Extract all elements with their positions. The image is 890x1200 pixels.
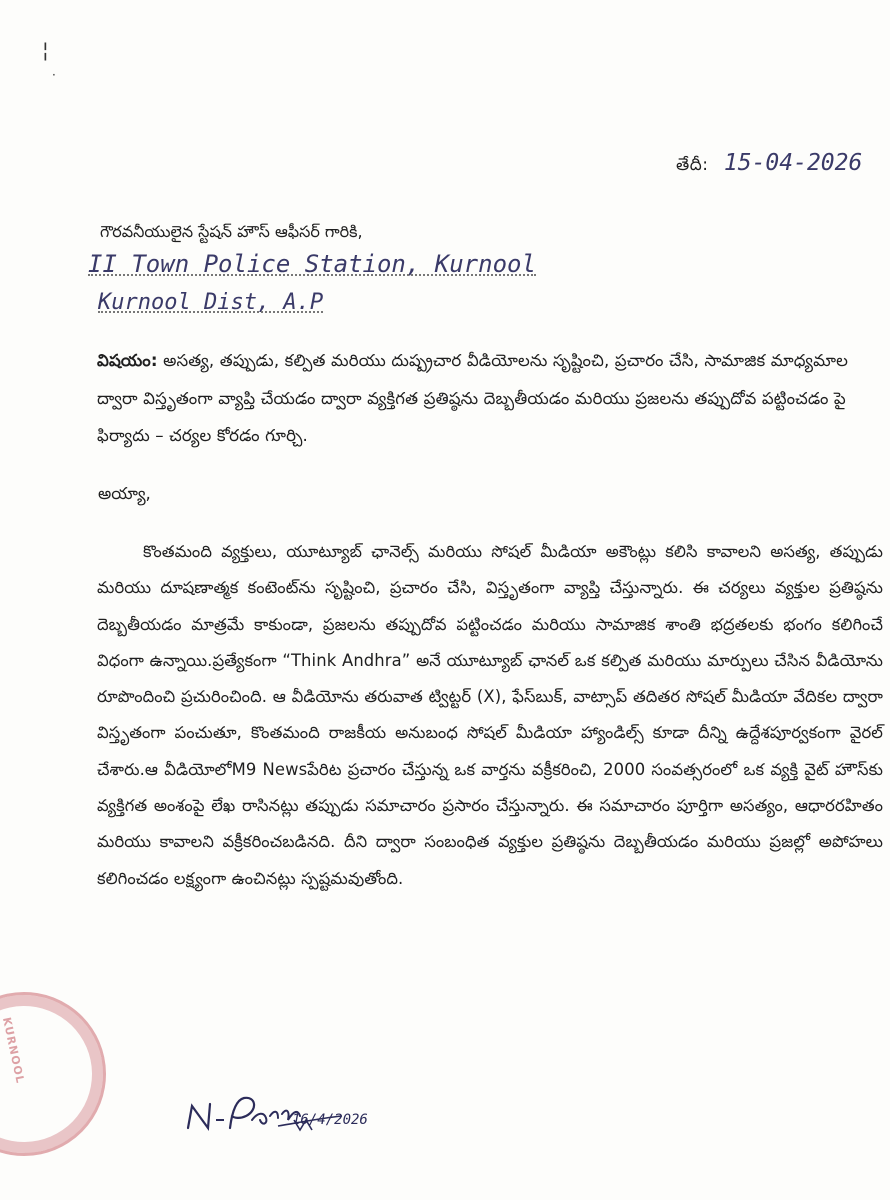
margin-mark: ¦ bbox=[42, 38, 49, 62]
district-name: Kurnool Dist, A.P bbox=[98, 290, 324, 315]
date-label: తేదీ: bbox=[676, 155, 709, 175]
office-stamp bbox=[0, 977, 121, 1172]
subject-label: విషయం: bbox=[97, 351, 158, 370]
station-name: II Town Police Station, Kurnool bbox=[88, 250, 536, 278]
margin-dot: · bbox=[52, 68, 56, 82]
addressee-salutation: గౌరవనీయులైన స్టేషన్ హౌస్ ఆఫీసర్ గారికి, bbox=[100, 222, 363, 241]
date-line bbox=[676, 150, 862, 179]
subject-text: అసత్య, తప్పుడు, కల్పిత మరియు దుష్ప్రచార వీడియోలను సృష్టించి, ప్రచారం చేసి, సామాజిక మాధ్యమాల ద్వారా విస్తృతంగా వ్యాప్తి చేయడం ద్వారా వ్యక్తిగత ప్రతిష్ఠను దెబ్బతీయడం మరియు ప్రజలను తప్పుదోవ పట్టించడం పై ఫిర్యాదు – చర్యల కోరడం గూర్చి. bbox=[97, 351, 849, 445]
greeting: అయ్యా, bbox=[98, 484, 151, 503]
date-value: 15-04-2026 bbox=[723, 150, 863, 176]
body-paragraph: కొంతమంది వ్యక్తులు, యూట్యూబ్ ఛానెల్స్ మరియు సోషల్ మీడియా అకౌంట్లు కలిసి కావాలని అసత్య, తప్పుడు మరియు దూషణాత్మక కంటెంట్‌ను సృష్టించి, ప్రచారం చేసి, విస్తృతంగా వ్యాప్తి చేస్తున్నారు. ఈ చర్యలు వ్యక్తుల ప్రతిష్ఠను దెబ్బతీయడం మాత్రమే కాకుండా, ప్రజలను తప్పుదోవ పట్టించడం మరియు సామాజిక శాంతి భద్రతలకు భంగం కలిగించే విధంగా ఉన్నాయి.ప్రత్యేకంగా “Think Andhra” అనే యూట్యూబ్ ఛానల్ ఒక కల్పిత మరియు మార్పులు చేసిన వీడియోను రూపొందించి ప్రచురించింది. ఆ వీడియోను తరువాత ట్విట్టర్ (X), ఫేస్‌బుక్, వాట్సాప్ తదితర సోషల్ మీడియా వేదికల ద్వారా విస్తృతంగా పంచుతూ, కొంతమంది రాజకీయ అనుబంధ సోషల్ మీడియా హ్యాండిల్స్ కూడా దీన్ని ఉద్దేశపూర్వకంగా వైరల్ చేశారు.ఆ వీడియోలోM9 Newsపేరిట ప్రచారం చేస్తున్న ఒక వార్తను వక్రీకరించి, 2000 సంవత్సరంలో ఒక వ్యక్తి వైట్ హౌస్‌కు వ్యక్తిగత అంశంపై లేఖ రాసినట్లు తప్పుడు సమాచారం ప్రసారం చేస్తున్నారు. ఈ సమాచారం పూర్తిగా అసత్యం, ఆధారరహితం మరియు కావాలని వక్రీకరించబడినది. దీని ద్వారా సంబంధిత వ్యక్తుల ప్రతిష్ఠను దెబ్బతీయడం మరియు ప్రజల్లో అపోహలు కలిగించడం లక్ష్యంగా ఉంచినట్లు స్పష్టమవుతోంది. bbox=[97, 542, 883, 888]
station-line bbox=[88, 250, 536, 278]
stamp-text: KURNOOL bbox=[0, 1016, 27, 1085]
district-line bbox=[98, 290, 323, 315]
subject-paragraph bbox=[97, 342, 882, 455]
signature-date: 16/4/2026 bbox=[292, 1112, 368, 1128]
